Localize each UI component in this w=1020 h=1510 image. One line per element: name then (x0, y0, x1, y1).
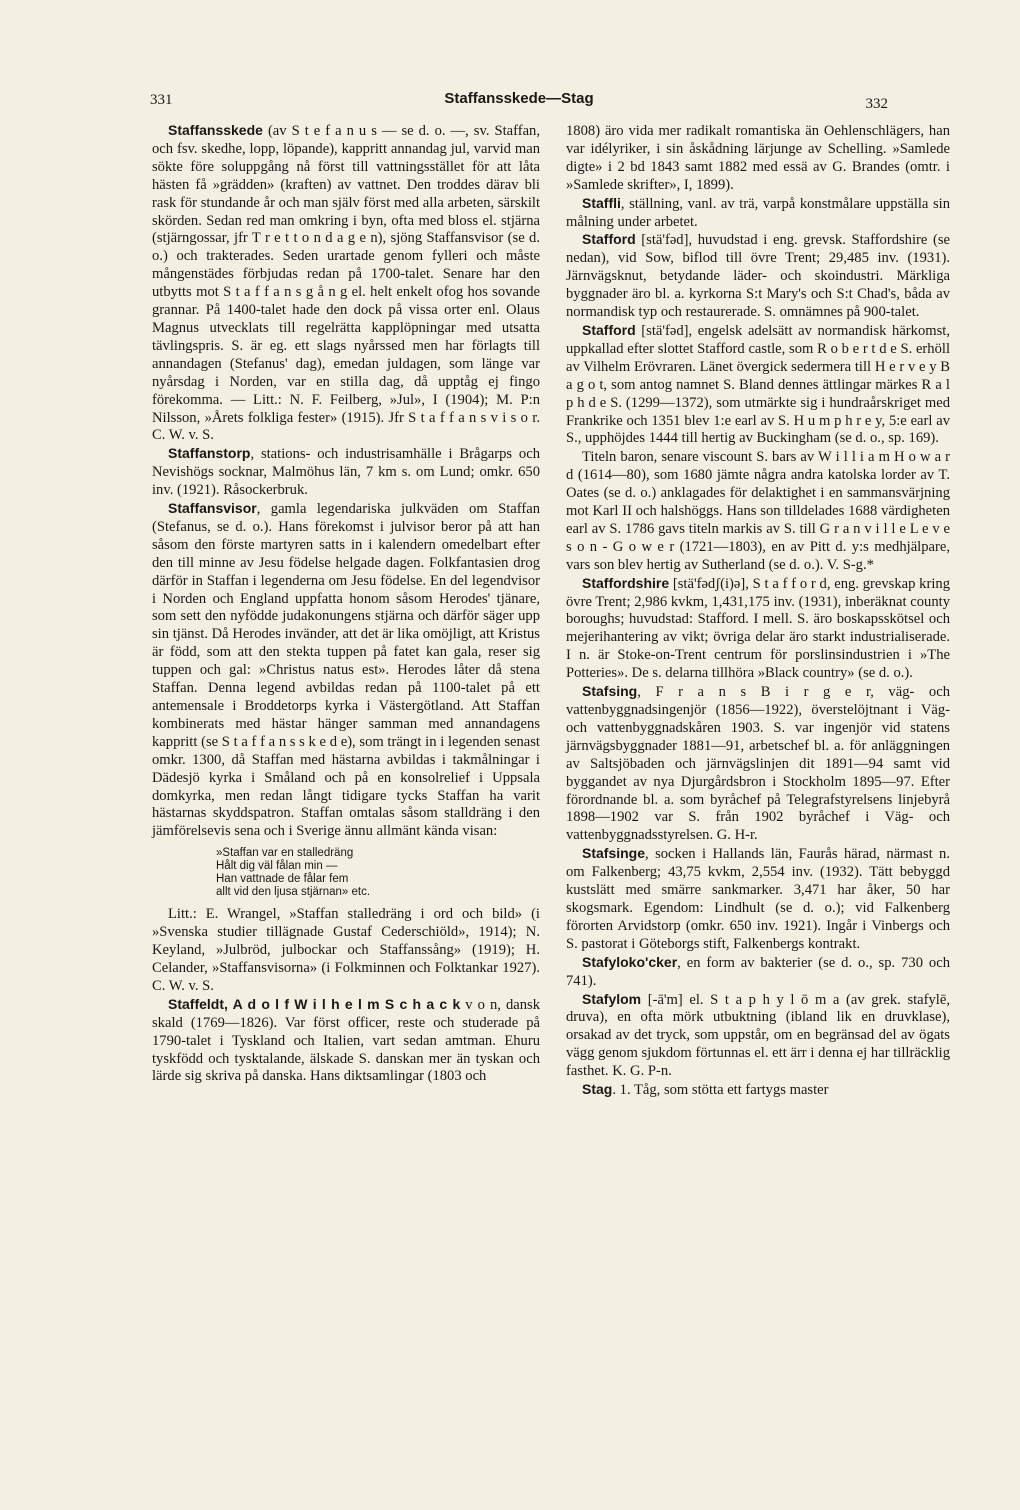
entry-text: , stations- och industrisamhälle i Brågarps och Nevishögs socknar, Malmöhus län, 7 km s. om Lund; omkr. 650 inv. (1921). Råsockerbruk. (152, 446, 540, 499)
headword: Stafsinge (582, 845, 646, 862)
entry-text: v o n, dansk skald (1769—1826). Var först officer, reste och studerade på 1790-talet i Tyskland och Italien, vart sedan amtman. Ehuru tyskfödd och tysktalande, älskade S. danskan mer än tyskan och lärde sig skriva på danska. Hans diktsamlingar (1803 och (152, 996, 540, 1085)
entry-stafylokocker (566, 954, 950, 991)
headword: Stafsing (582, 683, 638, 700)
entry-text: [-ā'm] el. S t a p h y l ō m a (av grek. stafylē, druva), en ofta mörk utbuktning (ibland lik en druvklase), orsakad av det tryck, som uppstår, om en begränsad del av ögats vägg genom sjukdom förtunnas el. ett ärr i denna ej har tillräcklig fasthet. K. G. P-n. (566, 991, 950, 1080)
page-number-right: 332 (865, 96, 888, 112)
entry-text: , en form av bakterier (se d. o., sp. 730 och 741). (566, 954, 950, 989)
left-column (152, 122, 540, 1086)
entry-staffansskede (152, 122, 540, 445)
page-number-left: 331 (150, 92, 173, 108)
headword: Stafyloko'cker (582, 953, 678, 970)
headword: Stafford (582, 321, 636, 338)
entry-text: , gamla legendariska julkväden om Staffan (Stefanus, se d. o.). Hans förekomst i julvisor beror på att han såsom den förste martyren satts in i kalendern omedelbart efter den till minne av Jesu födelse helgade dagen. Folkfantasien drog därför in Staffan i legenderna om Jesu födelse. En del legendvisor i Norden och England uppfatta honom såsom Herodes' tjänare, som sett den nyfödde judakonungens stjärna och därför säger upp sin tjänst. Då Herodes invänder, att det är lika omöjligt, att Kristus är född, som att den stekta tuppen på fatet kan gala, reser sig tuppen och gal: »Christus natus est». Herodes låter då stena Staffan. Denna legend avbildas redan på 1100-talet på ett antemensale i Broddetorps kyrka i Västergötland. Att Staffan kombinerats med hästar hänger samman med annandagens kappritt (se S t a f f a n s s k e d e), som trängt in i legenden senast omkr. 1300, då Staffan med hästarna avbildas i takmålningar i Dädesjö kyrka i Småland och på en konsolrelief i Uppsala domkyrka, men redan långt tidigare tycks Staffan ha varit hästarnas skyddspatron. Staffan omtalas såsom stalldräng i den jämförelsevis sena och i Sverige ännu allmänt kända visan: (152, 501, 540, 840)
poem-line: Hålt dig väl fålan min — (216, 860, 338, 873)
entry-text: . 1. Tåg, som stötta ett fartygs master (612, 1082, 829, 1099)
entry-stafsing (566, 683, 950, 845)
running-head: Staffansskede—Stag (444, 90, 594, 107)
entry-staffli (566, 195, 950, 232)
right-column (566, 122, 950, 1100)
poem-quote (216, 847, 540, 899)
entry-text: 1808) äro vida mer radikalt romantiska än Oehlenschlägers, han var idélyriker, i sin åskådning lärjunge av Schelling. »Samlede digte» i 2 bd 1843 samt 1882 med essä av G. Brandes (omtr. i »Samlede skrifter», I, 1899). (566, 123, 950, 193)
headword: Staffeldt, A d o l f W i l h e l m S c h a c k (168, 995, 461, 1012)
entry-staffansvisor (152, 500, 540, 841)
entry-text: [stä'fəd], huvudstad i eng. grevsk. Staffordshire (se nedan), vid Sow, biflod till övre Trent; 29,485 inv. (1931). Järnvägsknut, betydande läder- och skoindustri. Märkliga byggnader äro bl. a. kyrkorna S:t Mary's och S:t Chad's, båda av normandisk typ och restaurerade. S. omnämnes på 900-talet. (566, 232, 950, 321)
entry-continuation (566, 122, 950, 195)
entry-text: Titeln baron, senare viscount S. bars av W i l l i a m H o w a r d (1614—80), som 1680 jämte några andra katolska lorder av T. Oates (se d. o.) anklagades för delaktighet i en sammansvärjning mot Karl II och halshöggs. Hans son tilldelades 1688 värdigheten earl av S. 1786 gavs titeln markis av S. till G r a n v i l l e L e v e s o n - G o w e r (1721—1803), en av Pitt d. y:s medhjälpare, vars son blev hertig av Sutherland (se d. o.). V. S-g.* (566, 449, 950, 573)
headword: Staffordshire (582, 574, 670, 591)
entry-stafford-titles (566, 448, 950, 574)
headword: Stag (582, 1081, 613, 1098)
entry-staffordshire (566, 575, 950, 683)
entry-text: , F r a n s B i r g e r, väg- och vattenbyggnadsingenjör (1856—1922), överstelöjtnant i Väg- och vattenbyggnadskåren 1903. S. var ingenjör vid statens järnvägsbyggnader 1881—91, arbetschef bl. a. för anläggningen av Saltsjöbaden och järnvägslinjen dit 1891—94 samt vid byggandet av nya Djurgårdsbron i Stockholm 1895—97. Efter förordnande bl. a. som byråchef på Telegrafstyrelsens linjebyrå 1898—1902 var S. från 1902 byråchef i Väg- och vattenbyggnadsstyrelsen. G. H-r. (566, 684, 950, 844)
entry-text: , socken i Hallands län, Faurås härad, närmast n. om Falkenberg; 43,75 kvkm, 2,554 inv. (1932). Tätt bebyggd kustslätt med smärre sankmarker. 3,471 har åker, 50 har skogsmark. Egendom: Lindhult (se d. o.); vid Falkenberg förorten Arvidstorp (omkr. 650 inv. 1921). Ingår i Vinbergs och S. pastorat i Göteborgs stift, Falkenbergs kontrakt. (566, 846, 950, 952)
entry-text: Litt.: E. Wrangel, »Staffan stalledräng i ord och bild» (i »Svenska studier tillägnade Gustaf Cederschiöld», 1914); N. Keyland, »Julbröd, julbockar och Staffanssång» (1919); H. Celander, »Staffansvisorna» (i Folkminnen och Folktankar 1927). C. W. v. S. (152, 906, 540, 994)
entry-litt (152, 905, 540, 996)
entry-stafford-family (566, 322, 950, 448)
headword: Stafylom (582, 990, 642, 1007)
entry-text: , ställning, vanl. av trä, varpå konstmålare uppställa sin målning under arbetet. (566, 195, 950, 230)
entry-text: [stä'fəd], engelsk adelsätt av normandisk härkomst, uppkallad efter slottet Stafford castle, som R o b e r t d e S. erhöll av Vilhelm Erövraren. Länet övergick sedermera till H e r v e y B a g o t, som antog namnet S. Bland dennes ättlingar märkes R a l p h d e S. (1299—1372), som utmärkte sig i hundraårskriget med Frankrike och 1351 blev 1:e earl av S. H u m p h r e y, 5:e earl av S., upphöjdes 1444 till hertig av Buckingham (se d. o., sp. 169). (566, 322, 950, 447)
entry-stafsinge (566, 845, 950, 953)
entry-staffeldt (152, 996, 540, 1087)
headword: Staffli (582, 194, 621, 211)
headword: Staffansskede (168, 122, 263, 138)
entry-text: (av S t e f a n u s — se d. o. —, sv. Staffan, och fsv. skedhe, lopp, löpande), kappritt annandag jul, varvid man sökte före soluppgång nå först till vattningsstället för att låta hästen få »grädden» (kraften) av vattnet. Den troddes därav bli rask för stundande år och man själv först med alla arbeten, särskilt skörden. Sedan red man omkring i byn, ofta med bloss el. stjärna (stjärngossar, jfr T r e t t o n d a g e n), sjöng Staffansvisor (se d. o.) och trakterades. Seden urartade genom fylleri och måste mångenstädes förbjudas redan på 1700-talet. Senare har den utbytts mot S t a f f a n s g å n g el. helt enkelt ofog hos sovande grannar. På 1400-talet hade den dock på vissa orter enl. Olaus Magnus utvecklats till regelrätta kapplöpningar med utsatta tävlingspris. S. är eg. ett slags nyårssed men har förlagts till annandagen (Stefanus' dag), emedan juldagen, som länge var nyårsdag i Norden, var en stilla dag, då upptåg ej fingo förekomma. — Litt.: N. F. Feilberg, »Jul», I (1904); M. P:n Nilsson, »Årets folkliga fester» (1915). Jfr S t a f f a n s v i s o r. C. W. v. S. (152, 123, 540, 444)
headword: Staffansvisor (168, 500, 257, 517)
poem-line: Han vattnade de fålar fem (216, 873, 349, 886)
headword: Staffanstorp (168, 445, 251, 462)
entry-stafylom (566, 991, 950, 1082)
page-header (150, 90, 888, 114)
poem-line: »Staffan var en stalledräng (216, 847, 354, 860)
poem-line: allt vid den ljusa stjärnan» etc. (216, 886, 371, 899)
entry-staffanstorp (152, 445, 540, 500)
entry-text: [stä'fədʃ(i)ə], S t a f f o r d, eng. grevskap kring övre Trent; 2,986 kvkm, 1,431,175 inv. (1931), inberäknat county boroughs; huvudstad: Stafford. I mell. S. äro boskapsskötsel och mejerihantering av vikt; övriga delar äro starkt industrialiserade. I n. är Stoke-on-Trent centrum för porslinsindustrien i »The Potteries». De s. delarna tillhöra »Black country» (se d. o.). (566, 575, 950, 682)
headword: Stafford (582, 231, 636, 248)
entry-stafford-town (566, 231, 950, 322)
entry-stag (566, 1081, 950, 1100)
